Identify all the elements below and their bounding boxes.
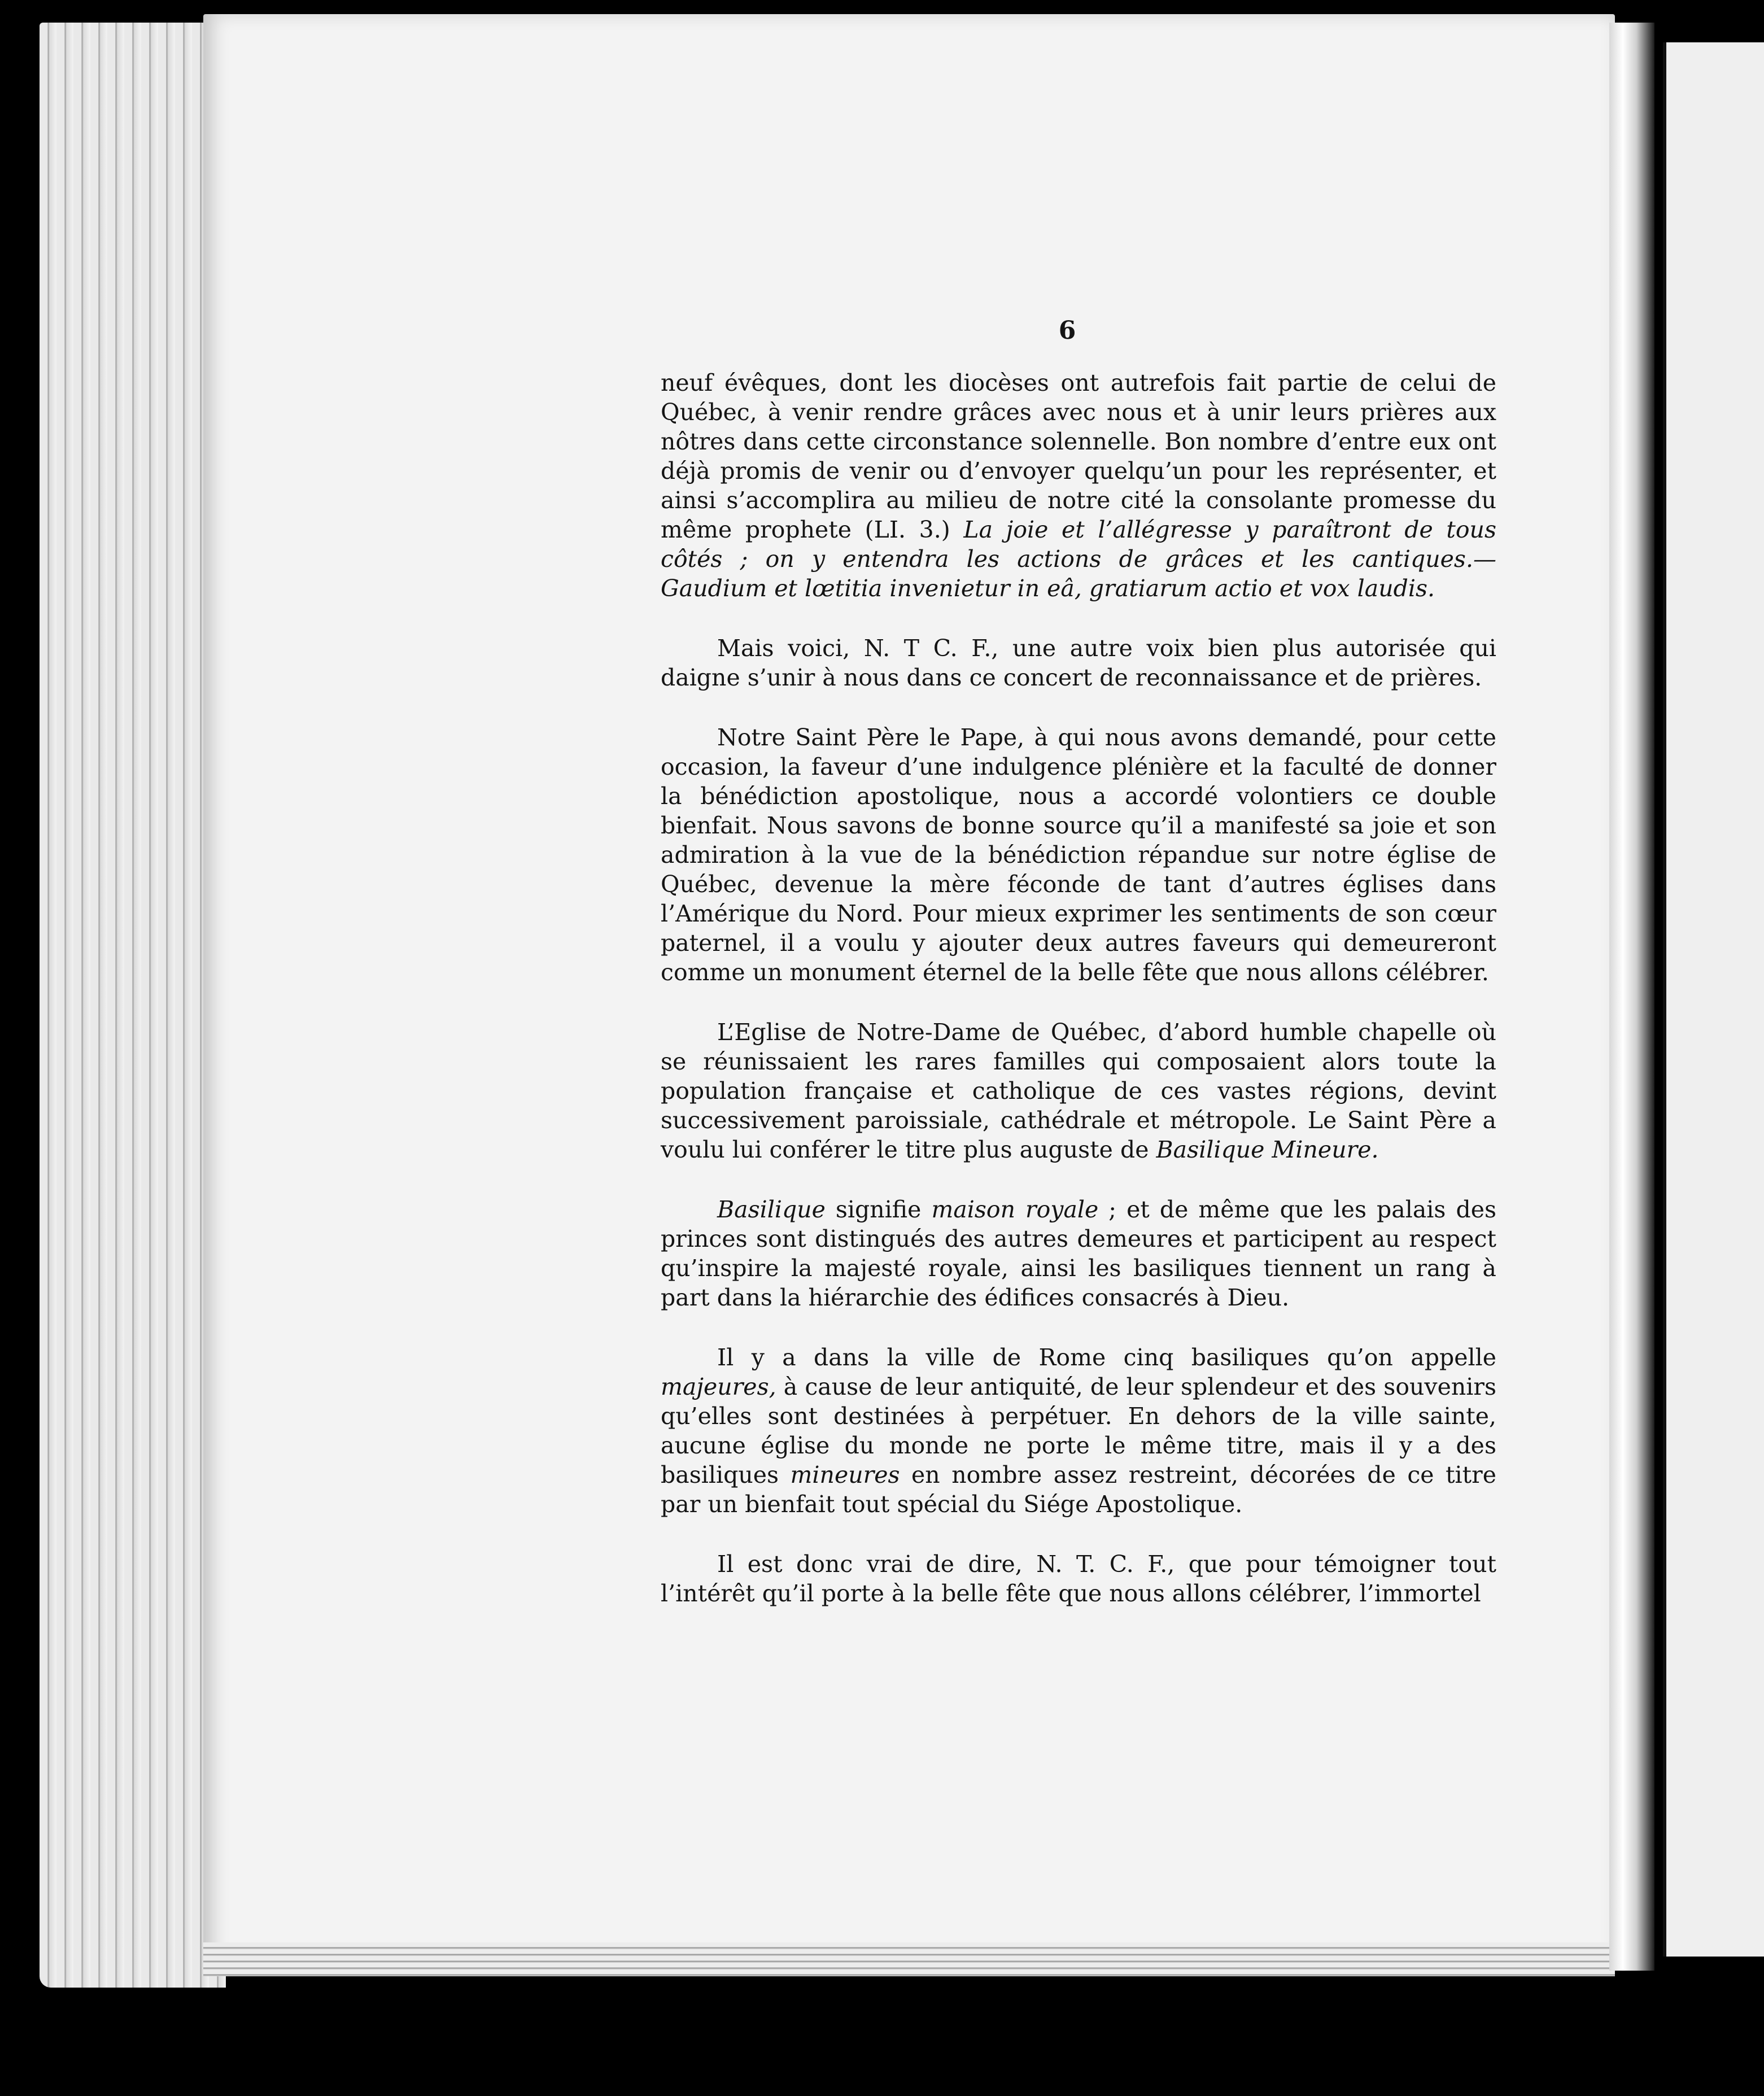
left-page-edges [40,23,226,1988]
text-run: Notre Saint Père le Pape, à qui nous avons demandé, pour cette occasion, la faveur d’une indulgence plénière et la faculté de donner la bénédiction apostolique, nous a accordé volontiers ce double bienfait. Nous savons de bonne source qu’il a manifesté sa joie et son admiration à la vue de la bénédiction répandue sur notre église de Québec, devenue la mère féconde de tant d’autres églises dans l’Amérique du Nord. Pour mieux exprimer les sentiments de son cœur paternel, il a voulu y ajouter deux autres faveurs qui demeureront comme un monument éternel de la belle fête que nous allons célébrer. [661,724,1496,986]
paragraph-5 [661,1195,1496,1312]
text-run: ; et de même que les palais des princes sont distingués des autres demeures et participent au respect qu’inspire la majesté royale, ainsi les basiliques tiennent un rang à part dans la hiérarchie des édifices consacrés à Dieu. [661,1196,1496,1311]
bottom-page-edges [203,1942,1615,1976]
text-run: Mais voici, N. T C. F., une autre voix bien plus autorisée qui daigne s’unir à nous dans ce concert de reconnaissance et de prières. [661,635,1496,691]
text-run: même prophete (LI. 3.) [661,516,964,543]
text-run: Il est donc vrai de dire, N. T. C. F., que pour témoigner tout l’intérêt qu’il porte à la belle fête que nous allons célébrer, l’immortel [661,1551,1496,1607]
text-run: nôtres dans cette circonstance solennelle. Bon nombre d’entre eux ont [661,428,1496,455]
text-run: neuf évêques, dont les diocèses ont autrefois fait partie de celui de [661,369,1496,396]
paragraph-3 [661,723,1496,987]
text-run: Québec, à venir rendre grâces avec nous et à unir leurs prières aux [661,399,1496,426]
page-gutter [1609,23,1654,1971]
text-run: ainsi s’accomplira au milieu de notre cité la consolante promesse du [661,487,1496,514]
italic-title: Basilique Mineure. [1156,1136,1379,1163]
italic-term: majeures, [661,1373,776,1400]
text-run: signifie [825,1196,932,1223]
facing-page [1663,42,1764,1957]
italic-quotation: La joie et l’allégresse y paraîtront de tous côtés ; on y entendra les actions de grâces et les cantiques.— Gaudium et lœtitia invenietur in eâ, gratiarum actio et vox laudis. [661,516,1496,602]
paragraph-6 [661,1343,1496,1519]
page-number: 6 [1058,316,1076,345]
paragraph-4 [661,1018,1496,1164]
italic-term: maison royale [931,1196,1099,1223]
paragraph-7 [661,1549,1496,1608]
paragraph-1 [661,368,1496,603]
text-run: L’Eglise de Notre-Dame de Québec, d’abord humble chapelle où se réunissaient les rares familles qui composaient alors toute la population française et catholique de ces vastes régions, devint successivement paroissiale, cathédrale et métropole. Le Saint Père a voulu lui conférer le titre plus auguste de [661,1019,1496,1163]
text-run: déjà promis de venir ou d’envoyer quelqu’un pour les représenter, et [661,457,1496,484]
text-run: Il y a dans la ville de Rome cinq basiliques qu’on appelle [717,1344,1496,1371]
paragraph-2 [661,634,1496,692]
text-run: en nombre assez restreint, décorées de ce titre par un bienfait tout spécial du Siége Apostolique. [661,1461,1497,1518]
text-run: à cause de leur antiquité, de leur splendeur et des souvenirs qu’elles sont destinées à perpétuer. En dehors de la ville sainte, aucune église du monde ne porte le même titre, mais il y a des basiliques [661,1373,1496,1488]
italic-term: Basilique [717,1196,826,1223]
page-text [661,316,1496,1639]
italic-term: mineures [790,1461,900,1488]
